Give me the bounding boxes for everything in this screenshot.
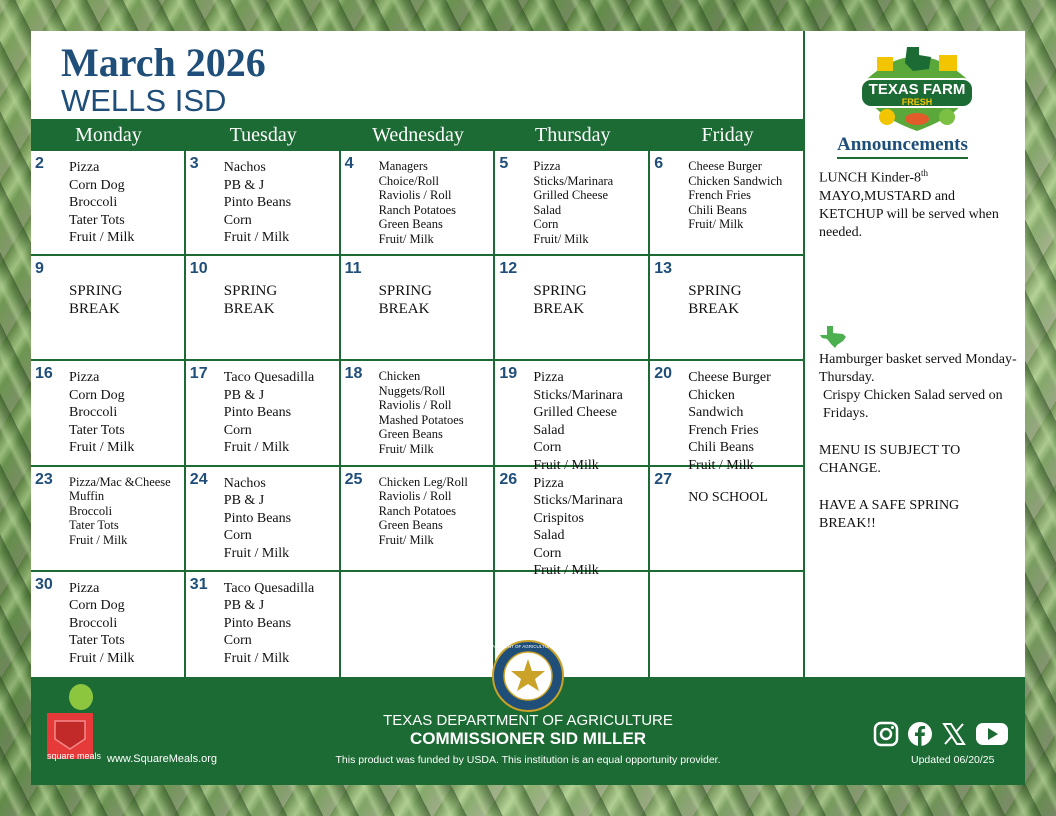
texas-farm-fresh-logo [847, 39, 987, 134]
day-number: 27 [654, 470, 672, 488]
commissioner-name: COMMISSIONER SID MILLER [409, 729, 647, 748]
menu-item: Fruit / Milk [688, 457, 754, 473]
menu-item: Fruit / Milk [223, 650, 290, 666]
menu-item: Pizza [69, 580, 100, 596]
calendar-day-cell [495, 467, 650, 579]
menu-item: Tater Tots [69, 212, 125, 228]
menu-item: Cheese Burger [688, 159, 762, 173]
menu-item: Chili Beans [688, 440, 754, 456]
menu-item: Pizza [69, 160, 100, 175]
menu-item: Corn [223, 633, 252, 649]
menu-item: Corn Dog [69, 598, 125, 614]
menu-item: Chicken [378, 369, 421, 384]
menu-item: Salad [533, 528, 565, 544]
menu-item: French Fries [688, 188, 752, 202]
social-icons [873, 721, 1009, 747]
day-number: 5 [499, 155, 509, 172]
menu-item: Nachos [223, 160, 266, 175]
menu-item: Pizza [533, 159, 561, 173]
menu-card [31, 31, 1025, 785]
menu-item: Fruit / Milk [223, 545, 290, 561]
menu-item: Sticks/Marinara [533, 173, 614, 188]
menu-item: NO SCHOOL [688, 489, 768, 505]
square-meals-logo-text: square meals [47, 751, 102, 761]
menu-item: Fruit / Milk [69, 440, 135, 456]
menu-item: Grilled Cheese [533, 405, 617, 421]
calendar-day-cell [186, 467, 341, 572]
menu-item: Raviolis / Roll [378, 398, 452, 413]
calendar-day-cell [31, 361, 186, 466]
calendar-day-cell [650, 361, 805, 473]
menu-item: Taco Quesadilla [223, 370, 315, 386]
tda-seal [483, 639, 573, 713]
menu-item: BREAK [688, 301, 740, 318]
menu-item: Sticks/Marinara [533, 493, 623, 509]
day-number: 17 [189, 365, 208, 383]
menu-item: Grilled Cheese [533, 188, 609, 202]
calendar-day-cell [186, 361, 341, 466]
calendar-day-cell [650, 256, 805, 361]
day-number: 10 [189, 260, 208, 278]
weekday-header [31, 119, 805, 151]
menu-item: PB & J [223, 598, 265, 614]
day-number: 11 [344, 260, 362, 278]
menu-item: Corn [223, 422, 252, 438]
announcements-panel [807, 31, 1025, 677]
weekday-tuesday: Tuesday [229, 124, 297, 146]
menu-item: Cheese Burger [688, 370, 771, 386]
announcements-title: Announcements [837, 134, 968, 159]
weekday-friday: Friday [701, 124, 754, 146]
menu-item: PB & J [223, 493, 265, 509]
menu-item: Fruit / Milk [533, 563, 599, 579]
day-number: 9 [35, 260, 44, 278]
day-number: 24 [189, 470, 208, 488]
menu-item: Fruit / Milk [69, 230, 135, 245]
menu-item: Fruit/ Milk [533, 231, 589, 246]
menu-item: Green Beans [378, 217, 443, 231]
facebook-icon[interactable] [907, 721, 933, 747]
menu-item: Fruit / Milk [223, 440, 290, 456]
calendar-day-cell [31, 151, 186, 256]
menu-item: Fruit / Milk [69, 532, 128, 547]
menu-item: Nachos [223, 475, 266, 491]
day-number: 26 [499, 470, 518, 488]
menu-item: Fruit / Milk [223, 230, 290, 245]
calendar-grid [31, 151, 805, 677]
menu-item: Raviolis / Roll [378, 489, 452, 504]
menu-item: Corn [533, 545, 562, 561]
calendar-day-cell [31, 467, 186, 572]
menu-item: Chicken [688, 387, 735, 403]
menu-item: SPRING [223, 283, 278, 300]
day-number: 25 [344, 470, 363, 488]
menu-item: Corn [223, 528, 252, 544]
menu-item: Chili Beans [688, 202, 747, 217]
weekday-wednesday: Wednesday [372, 124, 464, 146]
menu-item: PB & J [223, 177, 265, 193]
seal-text: DEPARTMENT OF AGRICULTURE · TEXAS [483, 644, 573, 649]
menu-item: Tater Tots [69, 633, 125, 649]
day-number: 6 [654, 155, 664, 172]
calendar-day-cell [186, 256, 341, 361]
calendar-day-cell [31, 572, 186, 677]
day-number: 31 [189, 575, 208, 593]
calendar-day-cell [495, 361, 650, 473]
day-number: 16 [35, 365, 53, 383]
menu-item: Sticks/Marinara [533, 387, 623, 403]
lunch-note [819, 164, 1019, 242]
menu-item: Raviolis / Roll [378, 188, 452, 202]
menu-item: BREAK [533, 301, 585, 318]
menu-item: Green Beans [378, 518, 443, 533]
menu-item: Choice/Roll [378, 173, 440, 188]
day-number: 3 [189, 155, 199, 172]
month-title: March 2026 [61, 40, 266, 85]
menu-item: Broccoli [69, 195, 118, 210]
menu-item: Pinto Beans [223, 615, 292, 631]
menu-item: Ranch Potatoes [378, 503, 457, 518]
menu-item: Sandwich [688, 405, 744, 421]
menu-item: BREAK [378, 301, 430, 318]
calendar-day-cell [495, 256, 650, 361]
menu-item: Fruit/ Milk [378, 441, 434, 456]
day-number: 20 [654, 365, 672, 383]
menu-item: SPRING [533, 283, 587, 300]
x-icon[interactable] [941, 721, 967, 747]
menu-item: Pizza/Mac &Cheese [69, 474, 171, 489]
menu-item: Pinto Beans [223, 195, 292, 210]
agency-name: TEXAS DEPARTMENT OF AGRICULTURE [383, 712, 673, 729]
menu-item: SPRING [688, 283, 742, 300]
spring-break-note: HAVE A SAFE SPRING BREAK!! [819, 498, 960, 531]
menu-item: Chicken Leg/Roll [378, 474, 468, 489]
menu-item: Fruit/ Milk [378, 231, 434, 246]
menu-change-note: MENU IS SUBJECT TO CHANGE. [819, 443, 961, 476]
menu-item: Corn [533, 217, 559, 231]
lunch-note-rest: MAYO,MUSTARD and KETCHUP will be served when needed. [819, 188, 999, 240]
menu-item: PB & J [223, 387, 265, 403]
day-number: 18 [344, 365, 363, 383]
menu-item: Ranch Potatoes [378, 202, 457, 217]
menu-item: Mashed Potatoes [378, 412, 464, 427]
calendar-day-cell [341, 361, 496, 466]
usda-disclaimer: This product was funded by USDA. This institution is an equal opportunity provider. [335, 754, 721, 766]
menu-item: Pinto Beans [223, 510, 292, 526]
menu-item: Broccoli [69, 405, 118, 421]
menu-item: SPRING [69, 283, 123, 300]
menu-item: Muffin [69, 489, 105, 504]
menu-item: Salad [533, 202, 562, 217]
youtube-icon[interactable] [975, 721, 1009, 747]
menu-item: Managers [378, 159, 428, 173]
logo-text-texas-farm: TEXAS FARM [868, 81, 966, 98]
menu-item: Corn Dog [69, 387, 125, 403]
lunch-note-prefix: LUNCH Kinder-8 [819, 170, 921, 186]
menu-item: Chicken Sandwich [688, 173, 783, 188]
menu-item: Tater Tots [69, 422, 125, 438]
calendar-day-cell [186, 572, 341, 677]
menu-item: Crispitos [533, 510, 584, 526]
menu-item: Corn [223, 212, 252, 228]
menu-item: Pizza [533, 475, 564, 491]
calendar-day-cell [495, 151, 650, 256]
menu-item: Fruit / Milk [533, 457, 599, 473]
calendar-day-cell [650, 151, 805, 256]
menu-item: BREAK [69, 301, 120, 318]
chicken-note: Crispy Chicken Salad served on Fridays. [823, 388, 1003, 421]
menu-item: Pizza [533, 370, 564, 386]
hamburger-note: Hamburger basket served Monday-Thursday. [819, 352, 1017, 385]
menu-item: Broccoli [69, 615, 118, 631]
calendar [31, 31, 805, 677]
calendar-day-cell [650, 467, 805, 572]
menu-item: Salad [533, 422, 565, 438]
day-number: 12 [499, 260, 518, 278]
calendar-day-cell [341, 572, 496, 677]
menu-item: Fruit / Milk [69, 650, 135, 666]
menu-item: SPRING [378, 283, 432, 300]
instagram-icon[interactable] [873, 721, 899, 747]
calendar-day-cell [31, 256, 186, 361]
menu-item: Fruit/ Milk [688, 217, 744, 231]
calendar-day-cell [341, 151, 496, 256]
lunch-note-sup: th [920, 168, 928, 178]
calendar-day-cell [341, 467, 496, 572]
menu-item: BREAK [223, 301, 275, 318]
menu-item: Pizza [69, 370, 100, 386]
weekday-monday: Monday [75, 124, 142, 146]
day-number: 4 [344, 155, 354, 172]
menu-item: French Fries [688, 422, 759, 438]
day-number: 13 [654, 260, 672, 278]
calendar-day-cell [186, 151, 341, 256]
logo-text-fresh: FRESH [901, 97, 933, 107]
website-link[interactable]: www.SquareMeals.org [107, 753, 218, 765]
menu-item: Green Beans [378, 427, 443, 442]
menu-item: Nuggets/Roll [378, 383, 446, 398]
updated-date: Updated 06/20/25 [911, 754, 995, 766]
day-number: 2 [35, 155, 44, 172]
menu-item: Corn [533, 440, 562, 456]
day-number: 23 [35, 470, 53, 488]
menu-item: Fruit/ Milk [378, 532, 434, 547]
menu-item: Pinto Beans [223, 405, 292, 421]
district-name: WELLS ISD [61, 83, 227, 118]
divider [803, 31, 805, 677]
calendar-day-cell [341, 256, 496, 361]
calendar-day-cell [650, 572, 805, 677]
texas-state-icon [819, 325, 847, 349]
menu-item: Broccoli [69, 503, 113, 518]
menu-item: Taco Quesadilla [223, 580, 315, 596]
day-number: 30 [35, 575, 53, 593]
weekday-thursday: Thursday [535, 124, 611, 146]
menu-item: Tater Tots [69, 518, 119, 533]
menu-item: Corn Dog [69, 177, 125, 193]
day-number: 19 [499, 365, 518, 383]
